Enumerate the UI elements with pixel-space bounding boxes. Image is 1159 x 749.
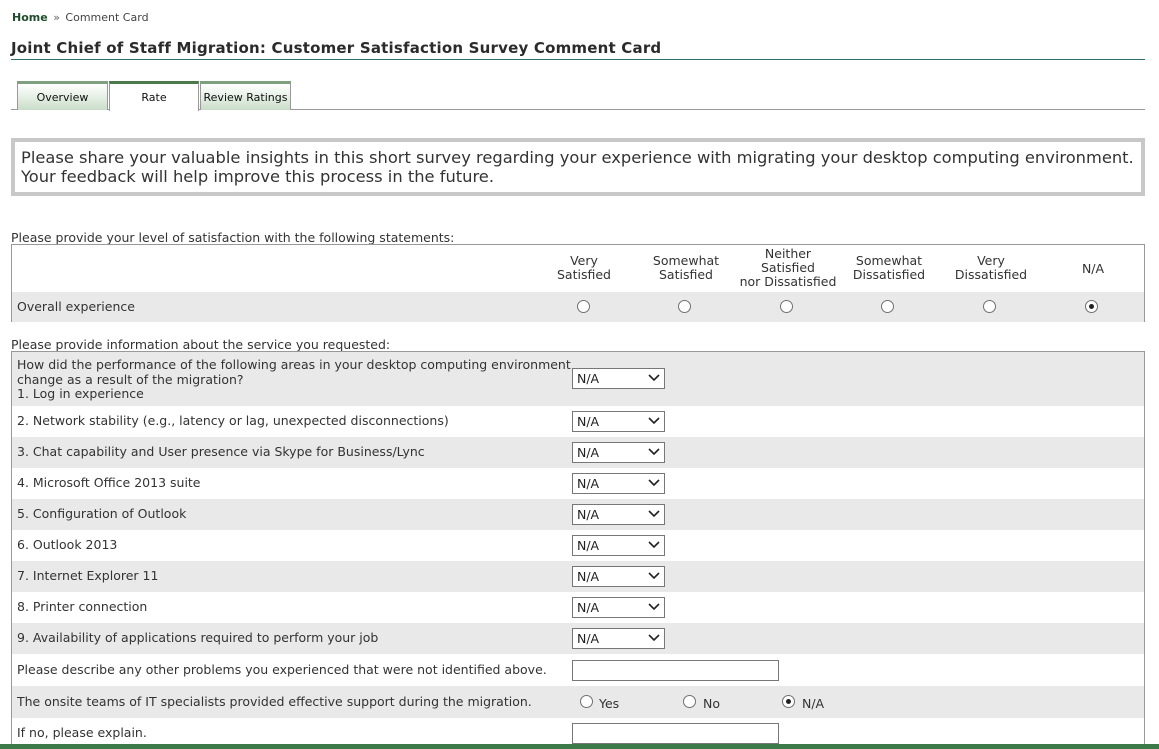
col-label: Neither	[764, 246, 812, 261]
overall-experience-label: Overall experience	[17, 299, 135, 314]
other-problems-input[interactable]	[572, 660, 779, 681]
question-line: 1. Log in experience	[17, 386, 144, 401]
question-text: If no, please explain.	[17, 725, 147, 740]
select-value: N/A	[577, 538, 600, 553]
radio-somewhat-dissatisfied[interactable]	[881, 300, 894, 313]
select-value: N/A	[577, 507, 600, 522]
question-line: change as a result of the migration?	[17, 371, 244, 387]
col-label: Somewhat	[855, 253, 923, 268]
tab-bar	[11, 79, 1145, 110]
intro-line-1: Please share your valuable insights in this short survey regarding your experience with migrating your desktop computing environment.	[21, 148, 1134, 167]
col-label: Somewhat	[652, 253, 720, 268]
breadcrumb	[12, 11, 149, 24]
intro-line-2: Your feedback will help improve this process in the future.	[21, 167, 494, 186]
table-row	[12, 406, 1144, 437]
table-row	[12, 561, 1144, 592]
col-somewhat-satisfied	[636, 254, 736, 282]
tab-review-ratings[interactable]: Review Ratings	[200, 81, 291, 110]
satisfaction-table	[11, 244, 1145, 322]
tab-rate[interactable]: Rate	[109, 81, 199, 111]
outlook-2013-select[interactable]	[572, 535, 665, 556]
breadcrumb-separator: »	[53, 11, 60, 24]
col-label: Satisfied	[659, 267, 713, 282]
chevron-down-icon	[648, 417, 660, 425]
question-text: 5. Configuration of Outlook	[17, 506, 187, 521]
bottom-bar	[0, 744, 1159, 749]
service-table	[11, 351, 1145, 749]
chevron-down-icon	[648, 603, 660, 611]
table-row	[12, 530, 1144, 561]
chevron-down-icon	[648, 634, 660, 642]
breadcrumb-current: Comment Card	[65, 11, 149, 24]
printer-connection-select[interactable]	[572, 597, 665, 618]
table-row	[12, 499, 1144, 530]
onsite-na-radio[interactable]	[782, 695, 795, 708]
col-label: Satisfied	[557, 267, 611, 282]
radio-very-satisfied[interactable]	[577, 300, 590, 313]
question-text: 2. Network stability (e.g., latency or lag, unexpected disconnections)	[17, 413, 449, 428]
chevron-down-icon	[648, 448, 660, 456]
onsite-na-label: N/A	[802, 696, 825, 711]
col-very-dissatisfied	[941, 254, 1041, 282]
select-value: N/A	[577, 631, 600, 646]
satisfaction-header	[12, 245, 1144, 292]
table-row	[12, 352, 1144, 406]
select-value: N/A	[577, 371, 600, 386]
radio-na[interactable]	[1085, 300, 1098, 313]
radio-very-dissatisfied[interactable]	[983, 300, 996, 313]
onsite-no-radio[interactable]	[683, 695, 696, 708]
question-text: 4. Microsoft Office 2013 suite	[17, 475, 201, 490]
question-line: How did the performance of the following areas in your desktop computing environment	[17, 357, 571, 372]
service-prompt: Please provide information about the service you requested:	[11, 337, 391, 352]
col-label: Satisfied	[761, 260, 815, 275]
table-row	[12, 654, 1144, 686]
col-label: Very	[570, 253, 598, 268]
chevron-down-icon	[648, 374, 660, 382]
chevron-down-icon	[648, 572, 660, 580]
col-label: Dissatisfied	[852, 267, 926, 282]
chevron-down-icon	[648, 479, 660, 487]
table-row	[12, 437, 1144, 468]
outlook-configuration-select[interactable]	[572, 504, 665, 525]
col-label: Very	[977, 253, 1005, 268]
question-text: 8. Printer connection	[17, 599, 148, 614]
question-text: 9. Availability of applications required to perform your job	[17, 630, 379, 645]
col-label: nor Dissatisfied	[739, 274, 837, 289]
question-text: 3. Chat capability and User presence via Skype for Business/Lync	[17, 444, 425, 459]
onsite-yes-label: Yes	[599, 696, 620, 711]
col-neither	[732, 247, 844, 289]
select-value: N/A	[577, 445, 600, 460]
onsite-no-label: No	[703, 696, 720, 711]
onsite-yes-radio[interactable]	[580, 695, 593, 708]
log-in-experience-select[interactable]	[572, 368, 665, 389]
col-label: N/A	[1081, 261, 1105, 276]
table-row	[12, 592, 1144, 623]
page-title: Joint Chief of Staff Migration: Customer Satisfaction Survey Comment Card	[11, 39, 1145, 60]
office-2013-select[interactable]	[572, 473, 665, 494]
select-value: N/A	[577, 600, 600, 615]
select-value: N/A	[577, 569, 600, 584]
question-text: 6. Outlook 2013	[17, 537, 118, 552]
tab-overview[interactable]: Overview	[17, 81, 108, 110]
satisfaction-prompt: Please provide your level of satisfaction with the following statements:	[11, 230, 455, 245]
question-text: Please describe any other problems you experienced that were not identified above.	[17, 662, 547, 677]
table-row	[12, 468, 1144, 499]
chevron-down-icon	[648, 510, 660, 518]
col-label: Dissatisfied	[954, 267, 1028, 282]
overall-experience-row	[12, 292, 1144, 322]
col-very-satisfied	[534, 254, 634, 282]
col-na	[1043, 262, 1143, 276]
question-text: The onsite teams of IT specialists provided effective support during the migration.	[17, 694, 532, 709]
radio-neither[interactable]	[780, 300, 793, 313]
explain-input[interactable]	[572, 723, 779, 744]
internet-explorer-select[interactable]	[572, 566, 665, 587]
radio-somewhat-satisfied[interactable]	[678, 300, 691, 313]
question-text: 7. Internet Explorer 11	[17, 568, 159, 583]
table-row	[12, 623, 1144, 654]
chevron-down-icon	[648, 541, 660, 549]
col-somewhat-dissatisfied	[839, 254, 939, 282]
chat-capability-select[interactable]	[572, 442, 665, 463]
intro-box	[11, 138, 1145, 196]
table-row	[12, 686, 1144, 718]
applications-availability-select[interactable]	[572, 628, 665, 649]
network-stability-select[interactable]	[572, 411, 665, 432]
question-text	[17, 358, 571, 402]
select-value: N/A	[577, 476, 600, 491]
select-value: N/A	[577, 414, 600, 429]
breadcrumb-home-link[interactable]: Home	[12, 11, 48, 24]
